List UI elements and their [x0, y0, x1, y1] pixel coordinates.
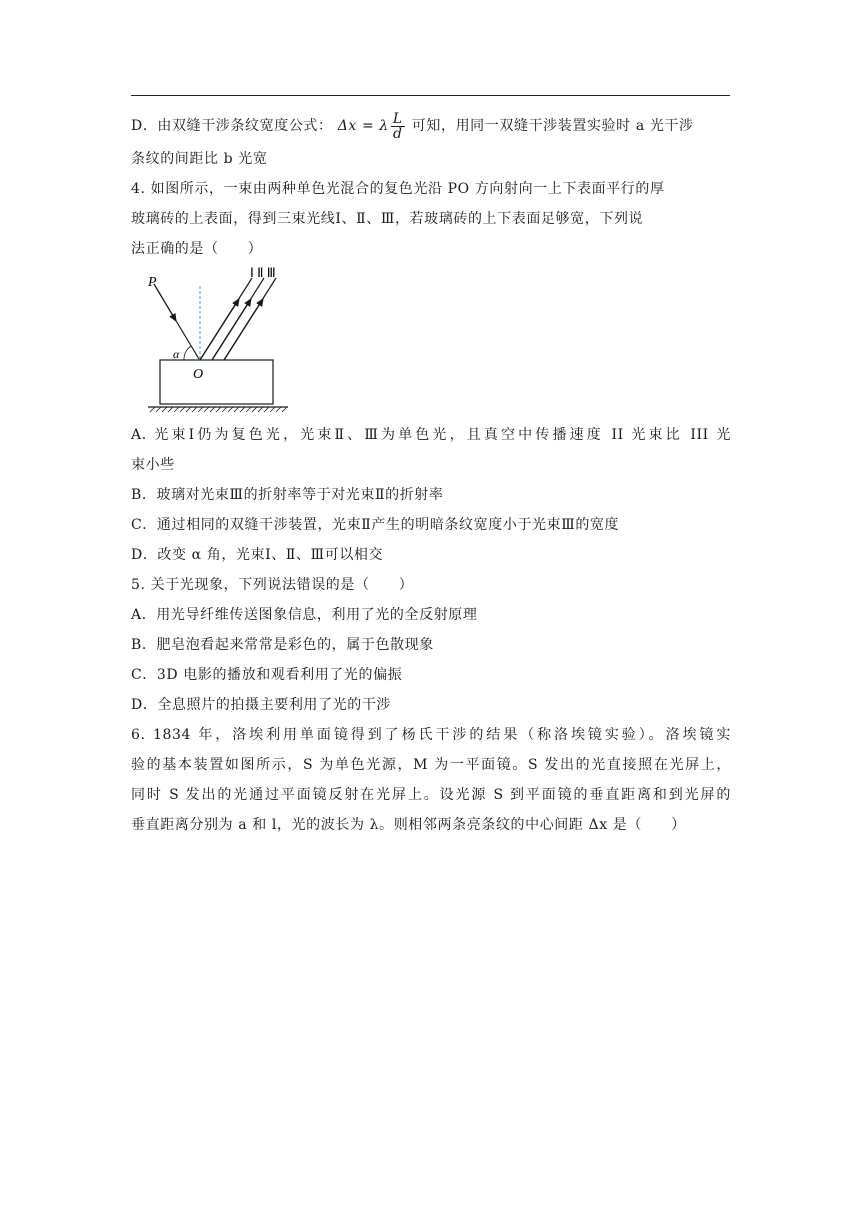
glass-block [160, 360, 273, 404]
q3-option-d-text-after: 可知，用同一双缝干涉装置实验时 a 光干涉 [411, 118, 694, 134]
q4-option-a-line2: 束小些 [131, 457, 175, 473]
formula-fraction [391, 112, 405, 141]
q6-line1: 6. 1834 年，洛埃利用单面镜得到了杨氏干涉的结果（称洛埃镜实验）。洛埃镜实 [131, 727, 731, 743]
q4-stem-line1: 4. 如图所示，一束由两种单色光混合的复色光沿 PO 方向射向一上下表面平行的厚 [131, 181, 665, 197]
q5-option-d: D．全息照片的拍摄主要利用了光的干涉 [131, 697, 392, 713]
beam-3-arrow [224, 299, 263, 360]
beam-2-arrow [212, 299, 251, 360]
label-p: P [148, 275, 157, 290]
label-o: O [193, 367, 204, 382]
q6-line4: 垂直距离分别为 a 和 l，光的波长为 λ。则相邻两条亮条纹的中心间距 Δx 是（ ） [131, 817, 686, 833]
q3-option-d-line [131, 108, 731, 144]
q5-option-b: B．肥皂泡看起来常常是彩色的，属于色散现象 [131, 637, 434, 653]
q4-stem-line3: 法正确的是（ ） [131, 241, 263, 257]
q4-option-d: D．改变 α 角，光束Ⅰ、Ⅱ、Ⅲ可以相交 [131, 547, 384, 563]
q4-option-a-line1: A. 光束Ⅰ仍为复色光，光束Ⅱ、Ⅲ为单色光，且真空中传播速度 II 光束比 III 光 [131, 427, 731, 443]
top-rule [131, 95, 730, 96]
formula-denominator: d [392, 125, 403, 142]
label-alpha: α [173, 347, 180, 361]
formula-lhs: Δx = λ [337, 118, 389, 134]
q3-option-d-continuation: 条纹的间距比 b 光宽 [131, 151, 268, 167]
formula-numerator: L [392, 110, 403, 127]
q6-line3: 同时 S 发出的光通过平面镜反射在光屏上。设光源 S 到平面镜的垂直距离和到光屏的 [131, 787, 731, 803]
q5-option-a: A．用光导纤维传送图象信息，利用了光的全反射原理 [131, 607, 478, 623]
incident-ray-arrow [154, 284, 176, 321]
beam-1-arrow [200, 299, 239, 360]
q4-figure [131, 264, 731, 420]
q4-option-c: C．通过相同的双缝干涉装置，光束Ⅱ产生的明暗条纹宽度小于光束Ⅲ的宽度 [131, 517, 620, 533]
q4-option-b: B．玻璃对光束Ⅲ的折射率等于对光束Ⅱ的折射率 [131, 487, 444, 503]
label-beams: Ⅰ Ⅱ Ⅲ [250, 265, 276, 280]
ground-hatching [150, 407, 287, 412]
q6-line2: 验的基本装置如图所示，S 为单色光源，M 为一平面镜。S 发出的光直接照在光屏上， [131, 757, 731, 773]
page-content [131, 108, 731, 840]
q5-option-c: C．3D 电影的播放和观看利用了光的偏振 [131, 667, 403, 683]
q4-stem-line2: 玻璃砖的上表面，得到三束光线Ⅰ、Ⅱ、Ⅲ，若玻璃砖的上下表面足够宽，下列说 [131, 211, 644, 227]
glass-block-diagram [146, 264, 306, 414]
q5-stem: 5. 关于光现象，下列说法错误的是（ ） [131, 577, 414, 593]
alpha-arc [184, 346, 191, 360]
q3-option-d-text-before: D．由双缝干涉条纹宽度公式： [131, 118, 333, 134]
